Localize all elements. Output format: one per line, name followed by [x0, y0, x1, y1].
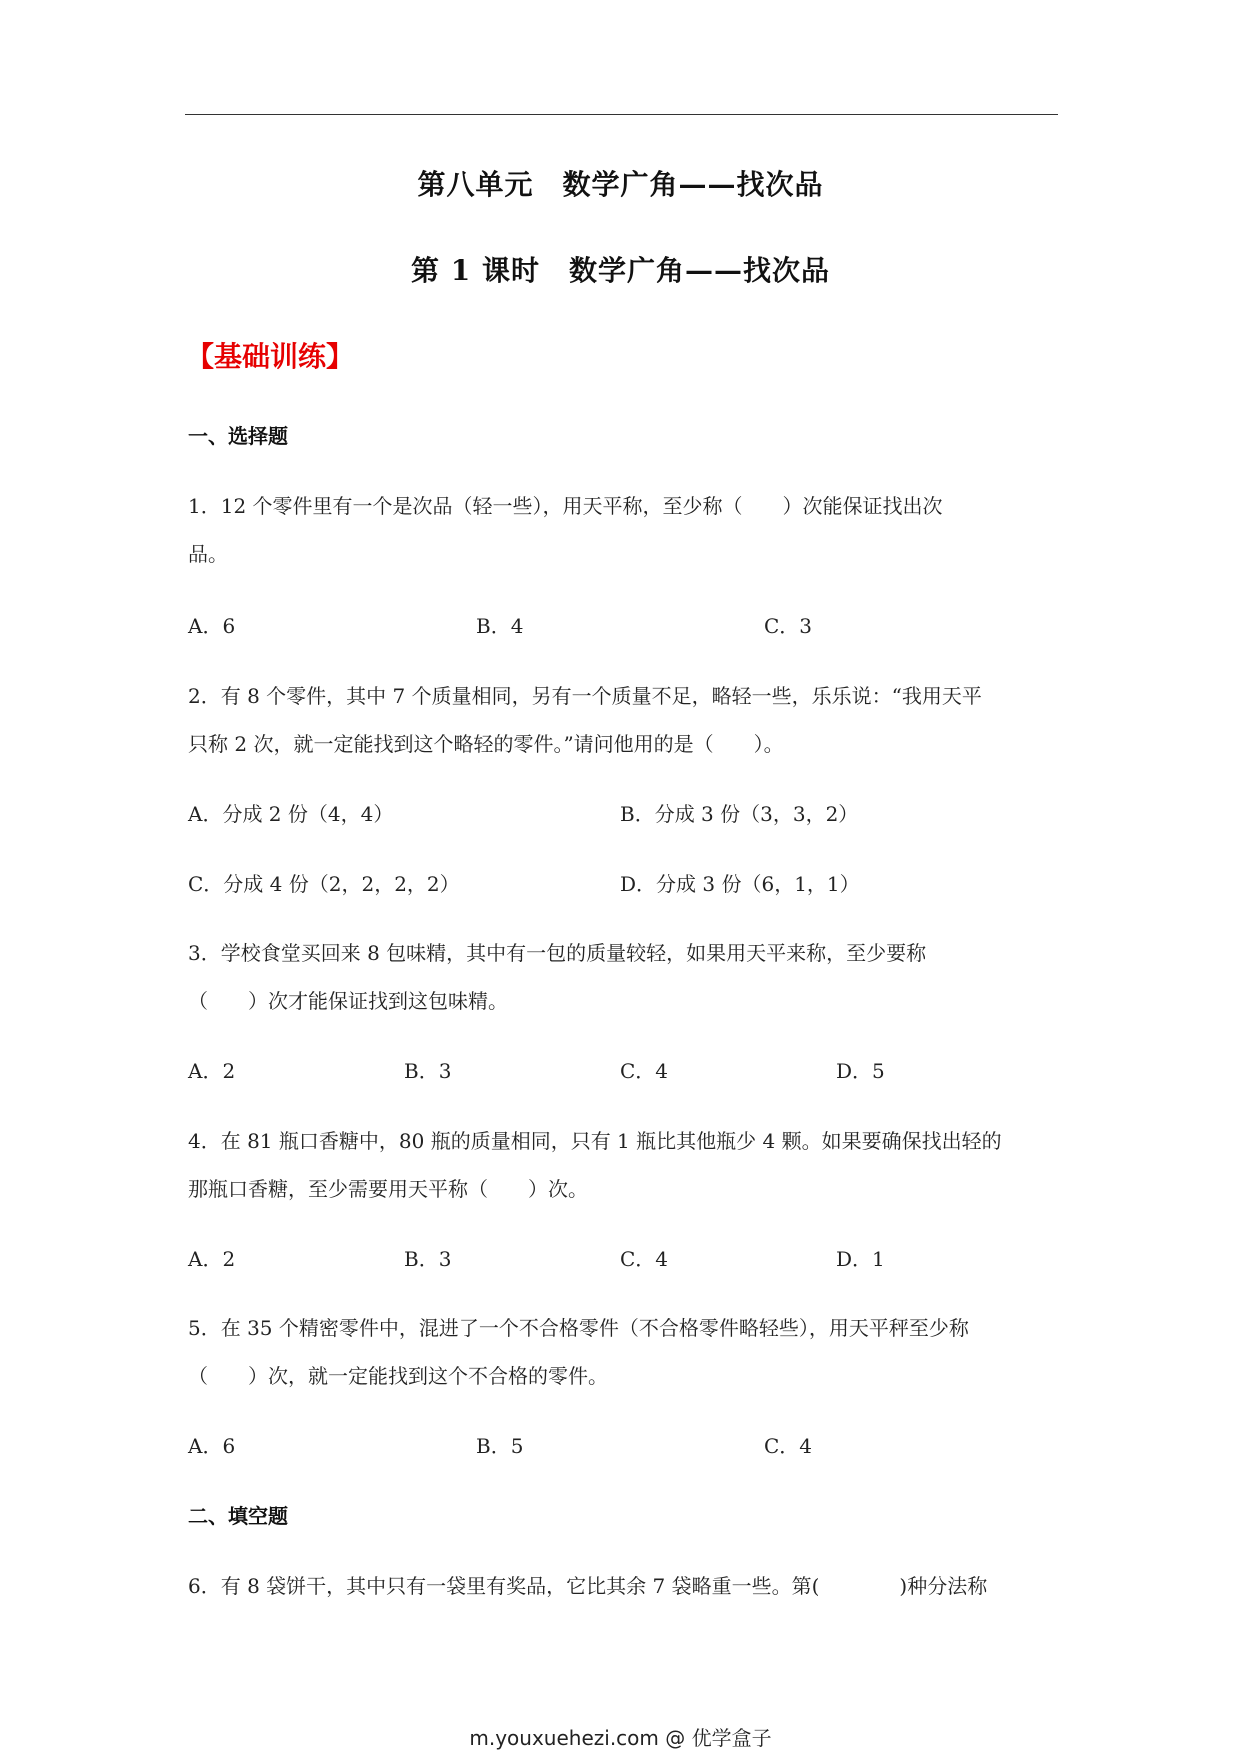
section-banner: 【基础训练】 — [186, 340, 355, 373]
q4-option-b: B．3 — [404, 1247, 452, 1271]
q1-line-2: 品。 — [188, 542, 228, 566]
q5-line-1: 5．在 35 个精密零件中，混进了一个不合格零件（不合格零件略轻些），用天平秤至少称 — [188, 1316, 969, 1340]
part2-heading: 二、填空题 — [188, 1504, 288, 1528]
q4-line-2: 那瓶口香糖，至少需要用天平称（ ）次。 — [188, 1177, 588, 1201]
q1-option-b: B．4 — [476, 614, 524, 638]
lesson-title: 第 1 课时 数学广角——找次品 — [411, 254, 830, 287]
q2-option-b: B．分成 3 份（3，3，2） — [620, 802, 859, 826]
q3-option-d: D．5 — [836, 1059, 885, 1083]
q4-option-a: A．2 — [188, 1247, 236, 1271]
q2-option-a: A．分成 2 份（4，4） — [188, 802, 394, 826]
q5-option-b: B．5 — [476, 1434, 524, 1458]
q2-line-1: 2．有 8 个零件，其中 7 个质量相同，另有一个质量不足，略轻一些，乐乐说：“我用天平 — [188, 684, 982, 708]
unit-title: 第八单元 数学广角——找次品 — [417, 168, 824, 201]
footer-watermark: m.youxuehezi.com @ 优学盒子 — [469, 1726, 772, 1750]
q3-option-b: B．3 — [404, 1059, 452, 1083]
q4-option-c: C．4 — [620, 1247, 669, 1271]
q2-option-d: D．分成 3 份（6，1，1） — [620, 872, 860, 896]
q3-option-c: C．4 — [620, 1059, 669, 1083]
q4-option-d: D．1 — [836, 1247, 885, 1271]
q5-option-c: C．4 — [764, 1434, 813, 1458]
q2-option-c: C．分成 4 份（2，2，2，2） — [188, 872, 460, 896]
header-rule — [185, 114, 1058, 115]
q3-line-1: 3．学校食堂买回来 8 包味精，其中有一包的质量较轻，如果用天平来称，至少要称 — [188, 941, 927, 965]
q1-option-a: A．6 — [188, 614, 236, 638]
q5-option-a: A．6 — [188, 1434, 236, 1458]
q3-line-2: （ ）次才能保证找到这包味精。 — [188, 989, 508, 1013]
q2-line-2: 只称 2 次，就一定能找到这个略轻的零件。”请问他用的是（ ）。 — [188, 732, 784, 756]
q6-line-1: 6．有 8 袋饼干，其中只有一袋里有奖品，它比其余 7 袋略重一些。第( )种分法称 — [188, 1574, 988, 1598]
q1-line-1: 1．12 个零件里有一个是次品（轻一些），用天平称，至少称（ ）次能保证找出次 — [188, 494, 943, 518]
q4-line-1: 4．在 81 瓶口香糖中，80 瓶的质量相同，只有 1 瓶比其他瓶少 4 颗。如果要确保找出轻的 — [188, 1129, 1002, 1153]
q3-option-a: A．2 — [188, 1059, 236, 1083]
q5-line-2: （ ）次，就一定能找到这个不合格的零件。 — [188, 1364, 608, 1388]
q1-option-c: C．3 — [764, 614, 813, 638]
part1-heading: 一、选择题 — [188, 424, 288, 448]
